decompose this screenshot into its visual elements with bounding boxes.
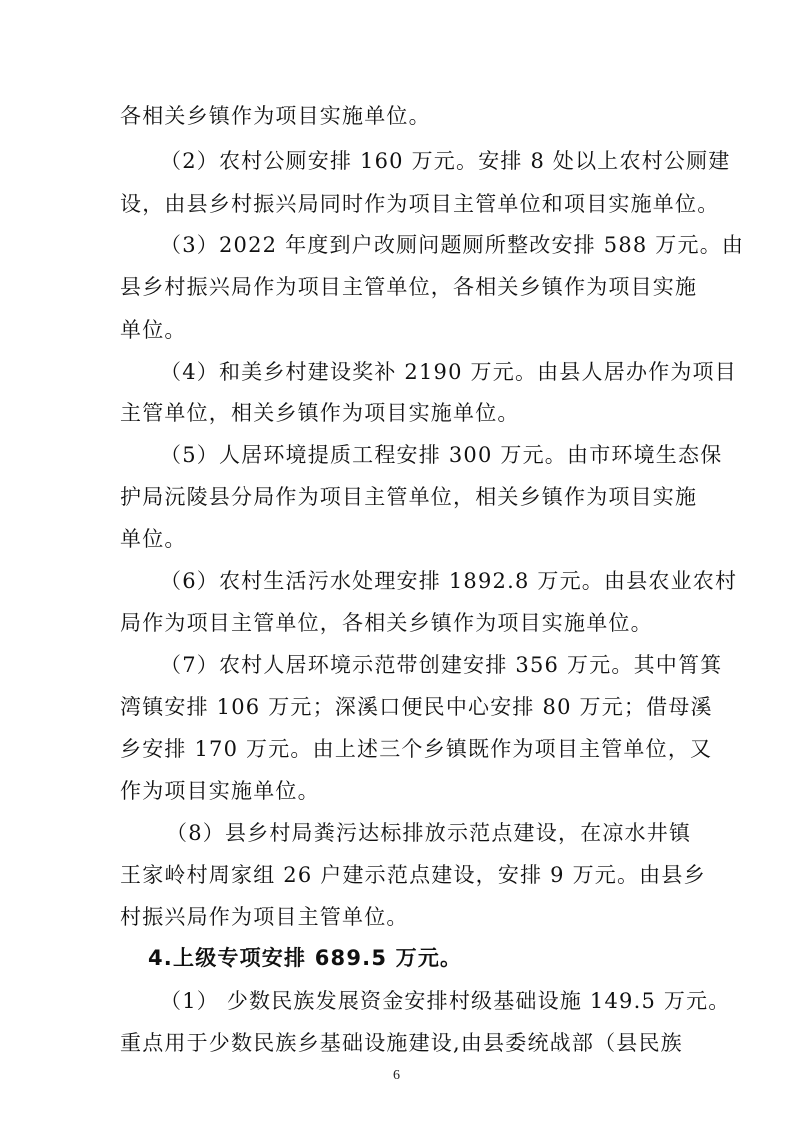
section-heading: 4.上级专项安排 689.5 万元。 [148,946,463,970]
paragraph-line: 局作为项目主管单位，各相关乡镇作为项目实施单位。 [120,611,653,635]
paragraph-line: 村振兴局作为项目主管单位。 [120,905,409,929]
paragraph-line: （1） 少数民族发展资金安排村级基础设施 149.5 万元。 [160,989,731,1013]
paragraph-line: 主管单位，相关乡镇作为项目实施单位。 [120,401,520,425]
paragraph-line: （6）农村生活污水处理安排 1892.8 万元。由县农业农村 [160,569,738,593]
paragraph-line: （3）2022 年度到户改厕问题厕所整改安排 588 万元。由 [160,233,745,257]
paragraph-line: 单位。 [120,318,187,342]
paragraph-line: 重点用于少数民族乡基础设施建设,由县委统战部（县民族 [120,1031,683,1055]
paragraph-line: 设，由县乡村振兴局同时作为项目主管单位和项目实施单位。 [120,192,720,216]
paragraph-line: 县乡村振兴局作为项目主管单位，各相关乡镇作为项目实施 [120,275,698,299]
paragraph-line: （5）人居环境提质工程安排 300 万元。由市环境生态保 [160,443,723,467]
paragraph-line: （4）和美乡村建设奖补 2190 万元。由县人居办作为项目 [160,360,737,384]
paragraph-line: 护局沅陵县分局作为项目主管单位，相关乡镇作为项目实施 [120,485,698,509]
paragraph-line: （2）农村公厕安排 160 万元。安排 8 处以上农村公厕建 [160,149,731,173]
paragraph-line: 各相关乡镇作为项目实施单位。 [120,104,431,128]
paragraph-line: 乡安排 170 万元。由上述三个乡镇既作为项目主管单位，又 [120,737,713,761]
paragraph-line: 湾镇安排 106 万元；深溪口便民中心安排 80 万元；借母溪 [120,695,713,719]
paragraph-line: 作为项目实施单位。 [120,779,320,803]
paragraph-line: 王家岭村周家组 26 户建示范点建设，安排 9 万元。由县乡 [120,863,706,887]
paragraph-line: （7）农村人居环境示范带创建安排 356 万元。其中筲箕 [160,653,723,677]
paragraph-line: （8）县乡村局粪污达标排放示范点建设，在凉水井镇 [166,821,692,845]
page-number: 6 [393,1068,400,1083]
paragraph-line: 单位。 [120,527,187,551]
